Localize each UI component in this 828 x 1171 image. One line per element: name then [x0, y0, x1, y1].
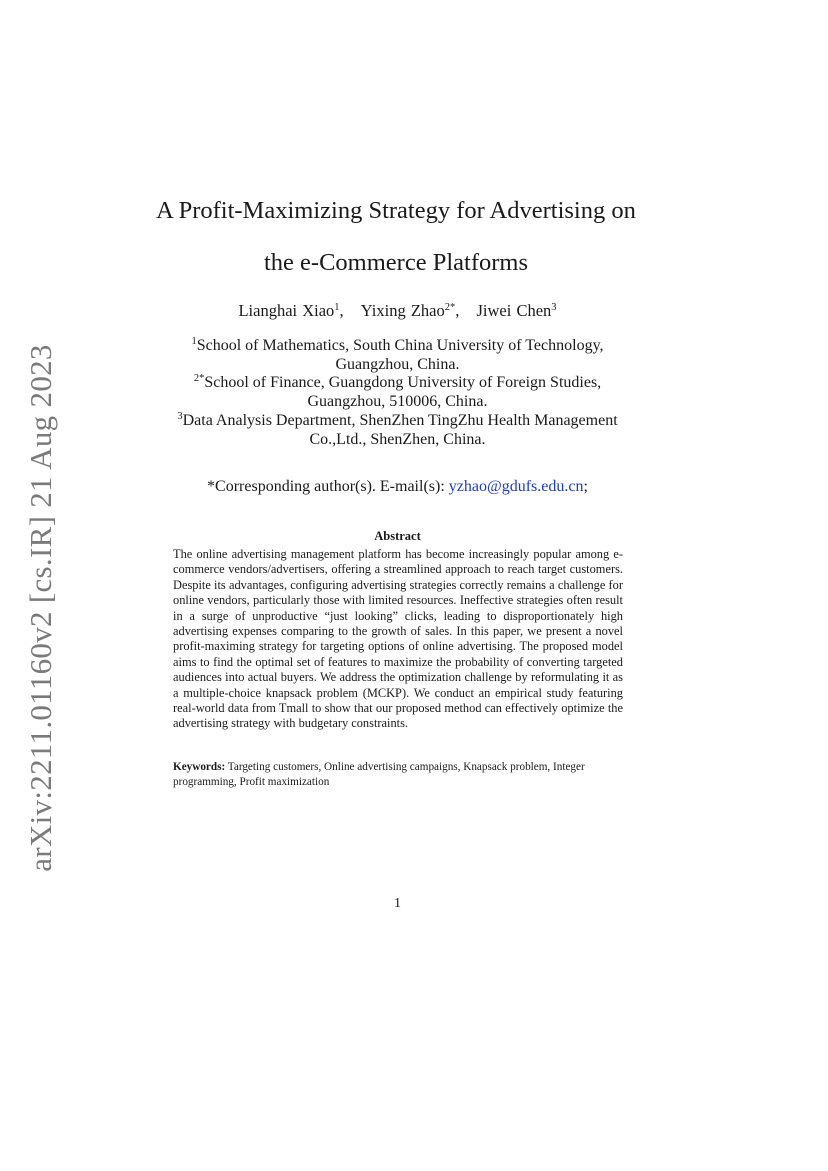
- page-number: 1: [394, 896, 401, 911]
- author-name: Lianghai Xiao: [238, 301, 335, 320]
- affiliation-2: [0, 369, 795, 411]
- author-1: Lianghai Xiao$^1$,: [238, 301, 344, 320]
- corresponding-suffix: ;: [583, 478, 588, 495]
- affiliation-marker: 3: [177, 411, 183, 422]
- arxiv-identifier: arXiv:2211.01160v2 [cs.IR] 21 Aug 2023: [23, 344, 58, 872]
- affiliation-text: Data Analysis Department, ShenZhen TingZhu Health Management: [182, 412, 618, 429]
- keywords: [173, 760, 623, 789]
- author-name: Jiwei Chen: [476, 301, 552, 320]
- paper-title-line-2: the e-Commerce Platforms: [264, 249, 528, 276]
- affiliation-3: [0, 407, 795, 449]
- abstract-body: The online advertising management platform has become increasingly popular among e-commerce vendors/advertisers, offering a streamlined approach to reach target customers. Despite its advantages, configuring advertising strategies correctly remains a challenge for online vendors, particularly those with limited resources. Ineffective strategies often result in a surge of unproductive “just looking” clicks, leading to disproportionately high advertising expenses comparing to the growth of sales. In this paper, we present a novel profit-maximing strategy for targeting options of online advertising. The proposed model aims to find the optimal set of features to maximize the probability of converting targeted audiences into actual buyers. We address the optimization challenge by reformulating it as a multiple-choice knapsack problem (MCKP). We conduct an empirical study featuring real-world data from Tmall to show that our proposed method can effectively optimize the advertising strategy with budgetary constraints.: [173, 547, 623, 731]
- corresponding-label: *Corresponding author(s). E-mail(s):: [207, 478, 449, 495]
- author-2: Yixing Zhao$^{2*}$,: [360, 301, 460, 320]
- corresponding-author: [0, 478, 795, 496]
- affiliation-line: Guangzhou, 510006, China.: [307, 393, 488, 410]
- email-link[interactable]: yzhao@gdufs.edu.cn: [448, 478, 584, 495]
- abstract-heading: Abstract: [374, 529, 421, 543]
- affiliation-text: School of Finance, Guangdong University of Foreign Studies,: [204, 374, 602, 391]
- affiliation-line: Co.,Ltd., ShenZhen, China.: [309, 431, 486, 448]
- affiliation-line: Guangzhou, China.: [335, 356, 460, 373]
- author-affiliation-marker: 1: [334, 302, 340, 313]
- affiliation-1: [0, 332, 795, 374]
- affiliation-line: [0, 369, 795, 392]
- affiliation-line: [0, 407, 795, 430]
- author-3: [477, 301, 557, 320]
- author-list: [0, 301, 795, 321]
- paper-title-line-1: A Profit-Maximizing Strategy for Advertising on: [156, 197, 636, 224]
- affiliation-line: [0, 332, 795, 355]
- author-affiliation-marker: 2*: [444, 302, 456, 313]
- author-name: Yixing Zhao: [360, 301, 445, 320]
- affiliation-text: School of Mathematics, South China University of Technology,: [196, 337, 604, 354]
- affiliation-marker: 2*: [193, 373, 205, 384]
- keywords-text: Targeting customers, Online advertising campaigns, Knapsack problem, Integer programming, Profit maximization: [173, 761, 585, 788]
- affiliation-marker: 1: [191, 336, 197, 347]
- keywords-label: Keywords:: [173, 761, 226, 773]
- author-affiliation-marker: 3: [551, 302, 557, 313]
